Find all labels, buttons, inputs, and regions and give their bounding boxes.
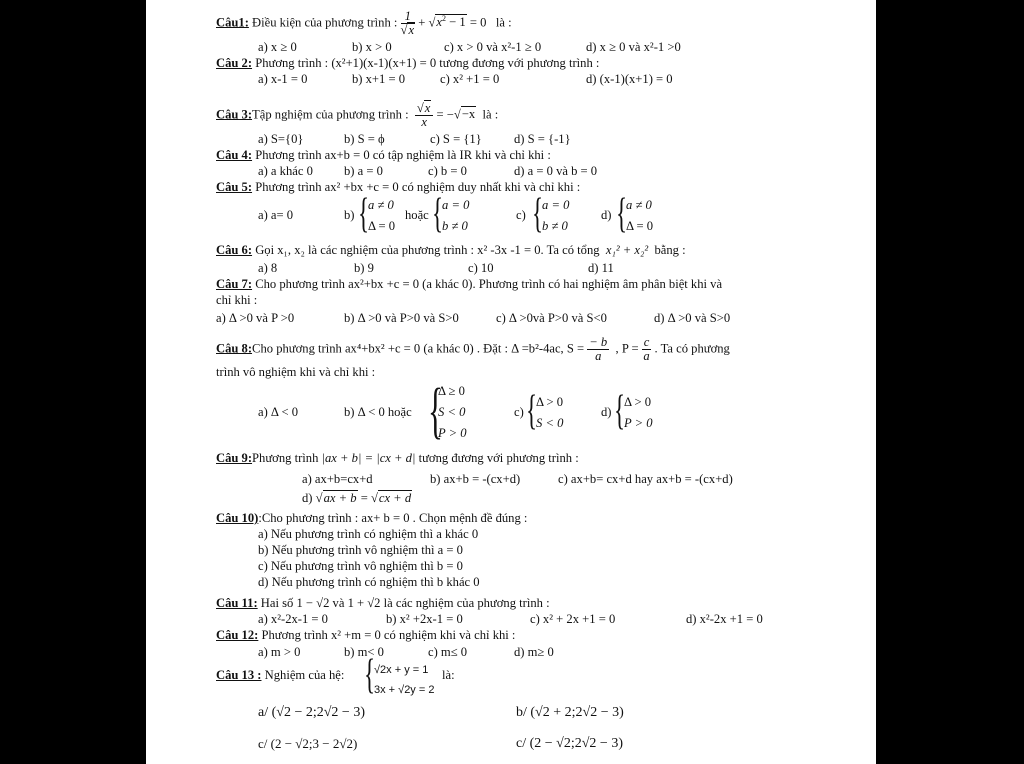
q9-stem — [216, 451, 579, 465]
q1-text: Điều kiện của phương trình : — [252, 15, 398, 30]
q4-option-a: a) a khác 0 — [258, 164, 313, 178]
q5-c-line1: a = 0 — [542, 198, 570, 212]
q6-option-b: b) 9 — [354, 261, 374, 275]
q9-d-label: d) — [302, 491, 313, 505]
q10-label: Câu 10) — [216, 511, 259, 525]
q9-option-c: c) ax+b= cx+d hay ax+b = -(cx+d) — [558, 472, 733, 486]
q11-option-d: d) x²-2x +1 = 0 — [686, 612, 763, 626]
q5-c-line2: b ≠ 0 — [542, 219, 568, 233]
q12-text: Phương trình x² +m = 0 có nghiệm khi và chỉ khi : — [261, 628, 516, 642]
q8-c-brace: { — [526, 388, 538, 434]
q9-option-d: d) √ax + b = √cx + d — [302, 491, 412, 505]
q2-option-b: b) x+1 = 0 — [352, 72, 406, 86]
q2-stem — [216, 56, 599, 70]
q5-d-brace: { — [616, 191, 628, 237]
q5-b-line4: b ≠ 0 — [442, 219, 468, 233]
q5-label: Câu 5: — [216, 180, 253, 194]
q3-option-b: b) S = ϕ — [344, 132, 385, 146]
q13-system-line1: √2x + y = 1 — [374, 664, 429, 676]
q5-option-c: c) — [516, 208, 526, 222]
q3-option-a: a) S={0} — [258, 132, 304, 146]
q8-c-line2: S < 0 — [536, 416, 564, 430]
q7-text-2: chỉ khi : — [216, 293, 258, 307]
q6-stem — [216, 243, 686, 257]
q12-option-d: d) m≥ 0 — [514, 645, 554, 659]
q8-c-line1: Δ > 0 — [536, 395, 564, 409]
q5-stem — [216, 180, 580, 194]
q5-d-line2: Δ = 0 — [626, 219, 654, 233]
q12-option-b: b) m< 0 — [344, 645, 384, 659]
q12-option-c: c) m≤ 0 — [428, 645, 468, 659]
q1-stem: Câu1: Điều kiện của phương trình : $\frac{1}{√x}$ + $√x^2 - 1 = 0$ là : — [216, 9, 512, 37]
q13-brace: { — [364, 652, 376, 698]
q1-option-d: d) x ≥ 0 và x²-1 >0 — [586, 40, 681, 54]
q4-text: Phương trình ax+b = 0 có tập nghiệm là IR khi và chỉ khi : — [255, 148, 551, 162]
q11-text: Hai số 1 − √2 và 1 + √2 là các nghiệm của phương trình : — [260, 596, 550, 610]
q9-option-a: a) ax+b=cx+d — [302, 472, 373, 486]
q1-option-b: b) x > 0 — [352, 40, 392, 54]
q10-option-d: d) Nếu phương trình có nghiệm thì b khác 0 — [258, 575, 480, 589]
q8-d-line1: Δ > 0 — [624, 395, 652, 409]
q3-suffix: là : — [482, 107, 499, 122]
q9-label: Câu 9: — [216, 451, 253, 465]
q6-option-a: a) 8 — [258, 261, 278, 275]
q3-option-d: d) S = {-1} — [514, 132, 571, 146]
q10-stem — [216, 511, 527, 525]
q5-option-a: a) a= 0 — [258, 208, 294, 222]
q7-option-b: b) Δ >0 và P>0 và S>0 — [344, 311, 459, 325]
q7-option-c: c) Δ >0và P>0 và S<0 — [496, 311, 607, 325]
q13-text: Nghiệm của hệ: — [264, 668, 345, 682]
q9-d-left: ax + b — [323, 491, 357, 505]
q8-p-fraction: $\frac{c}{a}$ — [643, 335, 650, 363]
q8-option-d: d) — [601, 405, 612, 419]
q4-label: Câu 4: — [216, 148, 253, 162]
q5-text: Phương trình ax² +bx +c = 0 có nghiệm duy nhất khi và chỉ khi : — [255, 180, 581, 194]
q13-stem — [216, 668, 344, 682]
q5-d-line1: a ≠ 0 — [626, 198, 652, 212]
q9-equation: |ax + b| = |cx + d| — [321, 451, 416, 465]
q1-fraction: $\frac{1}{√x}$ — [400, 9, 415, 37]
q8-d-line2: P > 0 — [624, 416, 653, 430]
q11-stem — [216, 596, 550, 610]
q8-d-brace: { — [614, 388, 626, 434]
q7-text: Cho phương trình ax²+bx +c = 0 (a khác 0). Phương trình có hai nghiệm âm phân biệt khi và — [255, 277, 723, 291]
q1-eq-tail: = 0 — [469, 15, 487, 30]
q9-d-right: cx + d — [378, 491, 412, 505]
q11-label: Câu 11: — [216, 596, 258, 610]
q5-b-or: hoặc — [405, 208, 429, 222]
q13-suffix: là: — [442, 668, 455, 682]
q6-label: Câu 6: — [216, 243, 253, 257]
q1-option-a: a) x ≥ 0 — [258, 40, 297, 54]
q4-stem — [216, 148, 551, 162]
q7-stem — [216, 277, 722, 291]
q12-stem — [216, 628, 515, 642]
q9-option-b: b) ax+b = -(cx+d) — [430, 472, 521, 486]
q8-tail: . Ta có phương — [654, 341, 730, 356]
document-page — [146, 0, 876, 764]
q2-option-d: d) (x-1)(x+1) = 0 — [586, 72, 673, 86]
q3-label: Câu 3: — [216, 107, 253, 122]
q5-option-d: d) — [601, 208, 612, 222]
q13-option-a: a/ (√2 − 2;2√2 − 3) — [258, 705, 365, 720]
q13-option-d: c/ (2 − √2;2√2 − 3) — [516, 736, 623, 751]
q4-option-b: b) a = 0 — [344, 164, 383, 178]
q8-text-2: trình vô nghiệm khi và chỉ khi : — [216, 365, 376, 379]
q8-option-c: c) — [514, 405, 524, 419]
q10-option-c: c) Nếu phương trình vô nghiệm thì b = 0 — [258, 559, 463, 573]
q3-option-c: c) S = {1} — [430, 132, 482, 146]
q13-label: Câu 13 : — [216, 668, 262, 682]
q7-option-a: a) Δ >0 và P >0 — [216, 311, 295, 325]
q8-b-line2: S < 0 — [438, 405, 466, 419]
q3-text: Tập nghiệm của phương trình : — [252, 107, 409, 122]
q6-option-d: d) 11 — [588, 261, 614, 275]
q11-option-c: c) x² + 2x +1 = 0 — [530, 612, 616, 626]
q12-option-a: a) m > 0 — [258, 645, 301, 659]
q8-b-line1: Δ ≥ 0 — [438, 384, 465, 398]
q13-system-line2: 3x + √2y = 2 — [374, 684, 435, 696]
q3-stem: Câu 3:Tập nghiệm của phương trình : $\frac{√x}{x}$ = −√−x là : — [216, 101, 499, 129]
q5-b-brace-2: { — [432, 191, 444, 237]
q5-c-brace: { — [532, 191, 544, 237]
q8-stem — [216, 336, 730, 363]
q5-b-line1: a ≠ 0 — [368, 198, 394, 212]
q5-option-b: b) — [344, 208, 355, 222]
q8-p: , P = — [615, 341, 639, 356]
q5-b-line3: a = 0 — [442, 198, 470, 212]
q6-text: Gọi x₁, x₂ là các nghiệm của phương trình : x² -3x -1 = 0. Ta có tổng — [255, 243, 600, 257]
q2-text: Phương trình : (x²+1)(x-1)(x+1) = 0 tương đương với phương trình : — [255, 56, 600, 70]
q13-option-c: c/ (2 − √2;3 − 2√2) — [258, 736, 358, 751]
q8-b-line3: P > 0 — [438, 426, 467, 440]
q11-option-b: b) x² +2x-1 = 0 — [386, 612, 463, 626]
q8-option-b: b) Δ < 0 hoặc — [344, 405, 412, 419]
q8-option-a: a) Δ < 0 — [258, 405, 299, 419]
q2-option-a: a) x-1 = 0 — [258, 72, 308, 86]
q8-label: Câu 8: — [216, 341, 253, 356]
q9-text: Phương trình — [252, 451, 319, 465]
q1-label: Câu1: — [216, 15, 249, 30]
q2-label: Câu 2: — [216, 56, 253, 70]
q11-option-a: a) x²-2x-1 = 0 — [258, 612, 328, 626]
q1-option-c: c) x > 0 và x²-1 ≥ 0 — [444, 40, 542, 54]
q6-option-c: c) 10 — [468, 261, 494, 275]
q6-suffix: bằng : — [654, 243, 686, 257]
q2-option-c: c) x² +1 = 0 — [440, 72, 500, 86]
q10-option-b: b) Nếu phương trình vô nghiệm thì a = 0 — [258, 543, 463, 557]
q3-fraction: $\frac{√x}{x}$ — [415, 102, 434, 129]
q6-sum: x₁² + x₂² — [605, 243, 649, 257]
q4-option-d: d) a = 0 và b = 0 — [514, 164, 598, 178]
q5-b-brace-1: { — [358, 191, 370, 237]
q5-b-line2: Δ = 0 — [368, 219, 396, 233]
q8-text: Cho phương trình ax⁴+bx² +c = 0 (a khác 0) . Đặt : Δ =b²-4ac, S = — [252, 341, 585, 356]
q10-option-a: a) Nếu phương trình có nghiệm thì a khác 0 — [258, 527, 479, 541]
q1-suffix: là : — [495, 15, 512, 30]
q13-option-b: b/ (√2 + 2;2√2 − 3) — [516, 705, 624, 720]
q9-text-b: tương đương với phương trình : — [418, 451, 579, 465]
q10-text: :Cho phương trình : ax+ b = 0 . Chọn mệnh đề đúng : — [258, 511, 528, 525]
q8-s-fraction: $\frac{- b}{a}$ — [589, 335, 608, 363]
q4-option-c: c) b = 0 — [428, 164, 467, 178]
q8-b-brace: { — [428, 377, 443, 445]
q7-option-d: d) Δ >0 và S>0 — [654, 311, 731, 325]
q7-label: Câu 7: — [216, 277, 253, 291]
q12-label: Câu 12: — [216, 628, 259, 642]
